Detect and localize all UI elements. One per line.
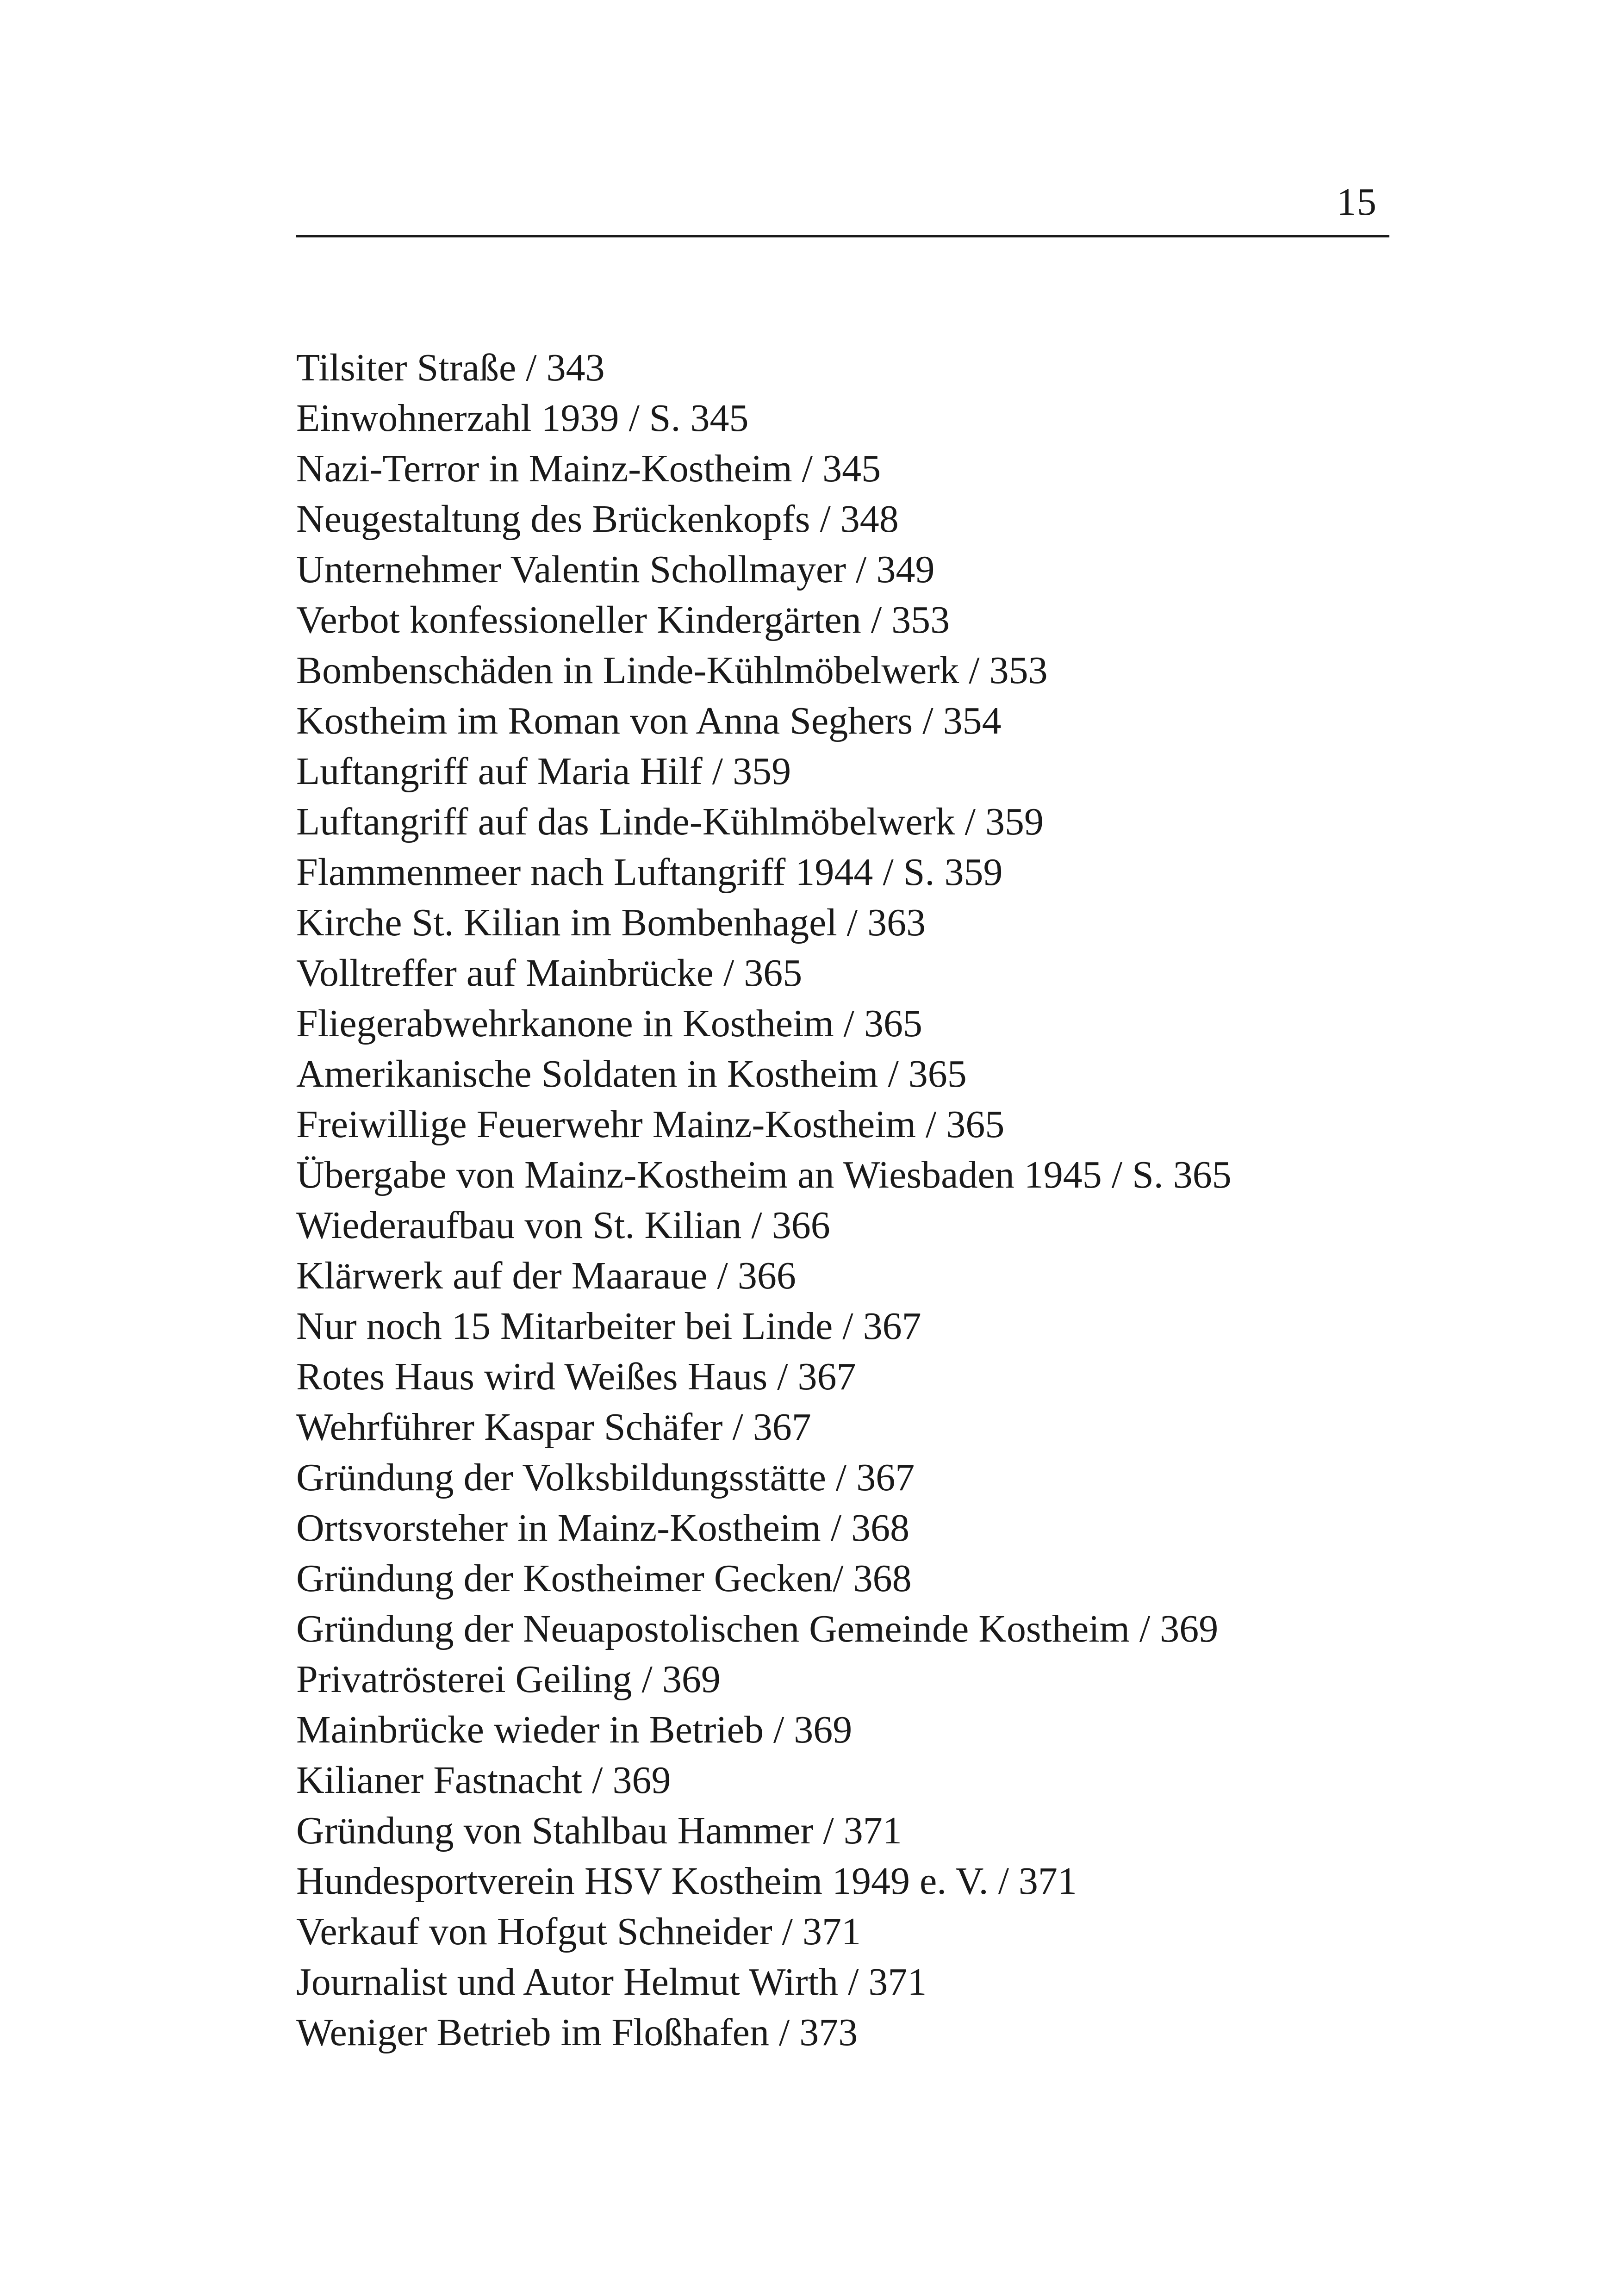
list-item: Bombenschäden in Linde-Kühlmöbelwerk / 353 (296, 649, 1048, 692)
list-item: Gründung der Neuapostolischen Gemeinde Kostheim / 369 (296, 1607, 1219, 1650)
list-item: Kostheim im Roman von Anna Seghers / 354 (296, 699, 1002, 742)
list-item: Luftangriff auf das Linde-Kühlmöbelwerk / 359 (296, 800, 1044, 843)
list-item: Übergabe von Mainz-Kostheim an Wiesbaden 1945 / S. 365 (296, 1153, 1232, 1196)
list-item: Wehrführer Kaspar Schäfer / 367 (296, 1406, 811, 1449)
list-item: Verbot konfessioneller Kindergärten / 353 (296, 598, 950, 641)
list-item: Journalist und Autor Helmut Wirth / 371 (296, 1960, 927, 2004)
list-item: Hundesportverein HSV Kostheim 1949 e. V. / 371 (296, 1860, 1077, 1903)
list-item: Ortsvorsteher in Mainz-Kostheim / 368 (296, 1506, 910, 1549)
list-item: Gründung von Stahlbau Hammer / 371 (296, 1809, 902, 1852)
list-item: Neugestaltung des Brückenkopfs / 348 (296, 498, 899, 541)
list-item: Luftangriff auf Maria Hilf / 359 (296, 750, 791, 793)
list-item: Volltreffer auf Mainbrücke / 365 (296, 952, 803, 995)
list-item: Tilsiter Straße / 343 (296, 346, 605, 389)
list-item: Nazi-Terror in Mainz-Kostheim / 345 (296, 447, 881, 490)
list-item: Weniger Betrieb im Floßhafen / 373 (296, 2011, 858, 2054)
list-item: Amerikanische Soldaten in Kostheim / 365 (296, 1052, 967, 1095)
list-item: Mainbrücke wieder in Betrieb / 369 (296, 1708, 853, 1751)
list-item: Verkauf von Hofgut Schneider / 371 (296, 1910, 861, 1953)
list-item: Gründung der Volksbildungsstätte / 367 (296, 1456, 915, 1499)
list-item: Klärwerk auf der Maaraue / 366 (296, 1254, 796, 1297)
list-item: Unternehmer Valentin Schollmayer / 349 (296, 548, 935, 591)
list-item: Nur noch 15 Mitarbeiter bei Linde / 367 (296, 1305, 921, 1348)
list-item: Kirche St. Kilian im Bombenhagel / 363 (296, 901, 926, 944)
header-rule (296, 235, 1389, 237)
list-item: Fliegerabwehrkanone in Kostheim / 365 (296, 1002, 923, 1045)
list-item: Gründung der Kostheimer Gecken/ 368 (296, 1557, 912, 1600)
list-item: Rotes Haus wird Weißes Haus / 367 (296, 1355, 856, 1398)
list-item: Freiwillige Feuerwehr Mainz-Kostheim / 365 (296, 1103, 1005, 1146)
entry-list (296, 342, 1453, 2058)
page-number: 15 (1337, 180, 1377, 224)
list-item: Flammenmeer nach Luftangriff 1944 / S. 359 (296, 851, 1003, 894)
list-item: Wiederaufbau von St. Kilian / 366 (296, 1204, 830, 1247)
list-item: Kilianer Fastnacht / 369 (296, 1759, 671, 1802)
list-item: Einwohnerzahl 1939 / S. 345 (296, 397, 749, 440)
list-item: Privatrösterei Geiling / 369 (296, 1658, 721, 1701)
